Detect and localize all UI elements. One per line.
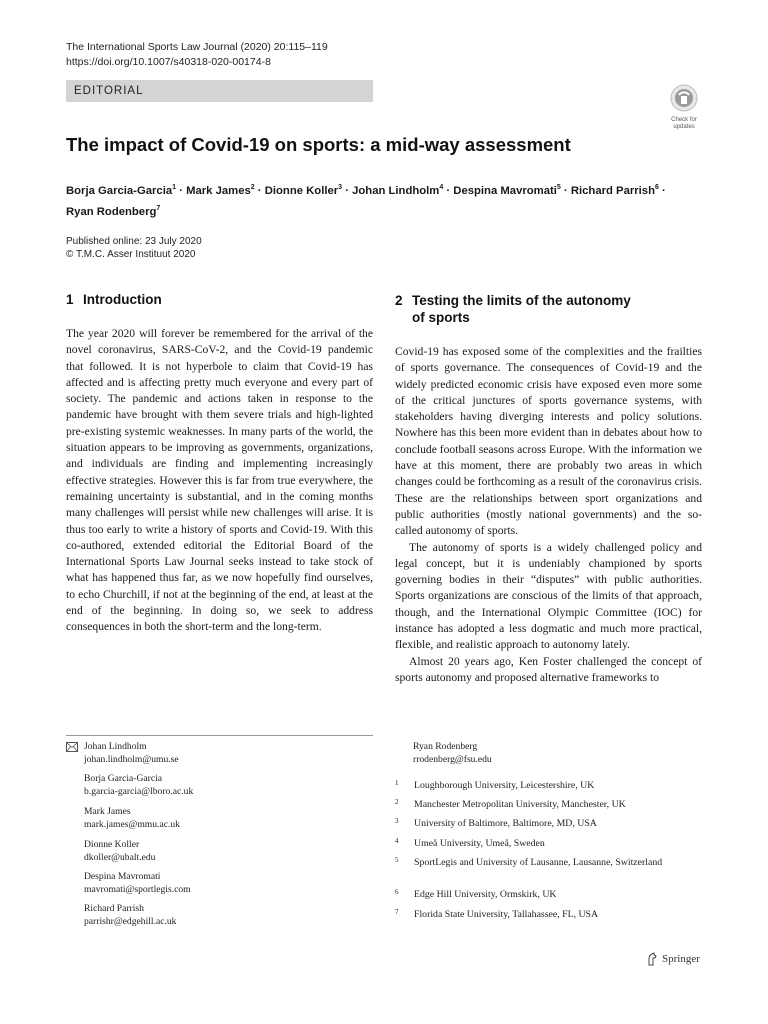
contact-name: Borja Garcia-Garcia	[84, 773, 163, 784]
check-for-updates-icon	[670, 84, 698, 112]
author-list	[66, 179, 706, 221]
badge-text-1: Check for	[671, 117, 697, 123]
author: Dionne Koller$^3$	[264, 184, 343, 197]
affiliation	[395, 780, 664, 793]
check-for-updates-badge[interactable]	[664, 84, 704, 130]
copyright: © T.M.C. Asser Instituut 2020	[66, 249, 196, 260]
author-contact	[84, 903, 176, 929]
affiliation-number: 2	[395, 798, 399, 806]
affiliation-number: 6	[395, 888, 399, 896]
contact-name: Richard Parrish	[84, 903, 144, 914]
affiliation-number: 5	[395, 856, 399, 864]
affiliation-text: Umeå University, Umeå, Sweden	[414, 838, 545, 849]
article-title: The impact of Covid-19 on sports: a mid-way assessment	[66, 134, 571, 155]
author-contact	[84, 871, 191, 897]
contact-email[interactable]: parrishr@edgehill.ac.uk	[84, 915, 177, 927]
author: Ryan Rodenberg$^7$	[66, 204, 161, 218]
author: Johan Lindholm$^4$	[352, 184, 444, 197]
affiliation-text: Edge Hill University, Ormskirk, UK	[414, 889, 557, 900]
author-contact	[413, 741, 492, 767]
author-contact	[84, 806, 180, 832]
journal-citation: The International Sports Law Journal (2020) 20:115–119	[66, 41, 328, 53]
affiliation	[395, 799, 664, 812]
section-2-paragraph: Covid-19 has exposed some of the complexities and the frailties of sports governance. The consequences of Covid-19 and the widely predicted economic crisis have exposed even more some of the critical junctures of sports governance systems, with stakeholders having diverging interests and policy solutions. Nowhere has this been more evident than in debates about how to conclude football seasons across Europe. With the information we have at this moment, there are probably two areas in which changes could be forthcoming as a result of the coronavirus crisis. These are the relationships between sport organizations and public authorities (mostly national governments) and the so-called autonomy of sports.	[395, 345, 702, 538]
contact-email[interactable]: mavromati@sportlegis.com	[84, 883, 191, 895]
published-date: Published online: 23 July 2020	[66, 236, 202, 247]
badge-text-2: updates	[673, 124, 695, 130]
envelope-icon	[66, 742, 78, 752]
author-line-1: Borja Garcia-Garcia$^1$ · Mark James$^2$ · Dionne Koller$^3$ · Johan Lindholm$^4$ · Despina Mavromati$^5$ · Richard Parrish$^6$ ·	[66, 184, 666, 197]
section-2-paragraph: Almost 20 years ago, Ken Foster challenged the concept of sports autonomy and proposed alternative frameworks to	[395, 654, 702, 684]
affiliation-text: Florida State University, Tallahassee, FL, USA	[414, 909, 599, 920]
affiliation-text: SportLegis and University of Lausanne, Lausanne, Switzerland	[414, 857, 663, 868]
section-2-paragraph: The autonomy of sports is a widely challenged policy and legal concept, but it is undeniably championed by sports governing bodies in their “disputes” with public authorities. Sports organizations are conscious of the limits of that approach, though, and the International Olympic Committee (IOC) for instance has adopted a less dogmatic and much more practical, flexible, and realistic approach to autonomy lately.	[395, 540, 702, 652]
author: Richard Parrish$^6$	[570, 184, 659, 197]
section-number: 2	[395, 293, 403, 308]
affiliation-number: 1	[395, 779, 399, 787]
affiliation-text: Manchester Metropolitan University, Manchester, UK	[414, 799, 626, 810]
author-contact	[84, 773, 193, 799]
affiliation	[395, 909, 664, 922]
affiliation	[395, 857, 664, 870]
affiliation	[395, 818, 664, 831]
contact-name: Dionne Koller	[84, 839, 140, 850]
affiliation-number: 3	[395, 817, 399, 825]
contact-email[interactable]: b.garcia-garcia@lboro.ac.uk	[84, 785, 194, 797]
article-type-label: EDITORIAL	[74, 85, 144, 97]
section-1-heading	[66, 292, 162, 307]
section-title-line-2: of sports	[412, 310, 470, 325]
corresponding-author-contact	[84, 741, 179, 767]
contact-email[interactable]: mark.james@mmu.ac.uk	[84, 818, 180, 830]
affiliation-text: Loughborough University, Leicestershire, UK	[414, 780, 595, 791]
author: Mark James$^2$	[186, 184, 255, 197]
section-title-line-1: Testing the limits of the autonomy	[412, 293, 631, 308]
affiliation-number: 7	[395, 908, 399, 916]
springer-horse-icon	[646, 952, 658, 966]
contact-name: Johan Lindholm	[84, 741, 147, 752]
publisher-logo	[646, 952, 700, 966]
doi-link[interactable]: https://doi.org/10.1007/s40318-020-00174-8	[66, 56, 271, 68]
affiliation-number: 4	[395, 837, 399, 845]
author: Borja Garcia-Garcia$^1$	[66, 184, 177, 197]
contact-email[interactable]: dkoller@ubalt.edu	[84, 851, 156, 863]
contact-email[interactable]: johan.lindholm@umu.se	[84, 753, 179, 765]
article-type-banner	[66, 80, 373, 102]
section-2-heading	[395, 292, 715, 326]
publisher-name: Springer	[662, 953, 700, 965]
affiliation	[395, 838, 664, 851]
section-2-body	[395, 344, 702, 714]
publication-info	[66, 235, 202, 261]
contact-name: Ryan Rodenberg	[413, 741, 478, 752]
footnote-divider	[66, 735, 373, 736]
author-contact	[84, 839, 155, 865]
section-1-paragraph: The year 2020 will forever be remembered for the arrival of the novel coronavirus, SARS-CoV-2, and the Covid-19 pandemic that followed. It is not hyperbole to claim that Covid-19 has affected and is affecting pretty much everyone and every part of society. The pandemic and actions taken in response to the pandemic have brought with them severe trials and high-lighted pre-existing systemic weaknesses. In many parts of the world, the situation appears to be improving as governments, organizations, and individuals are finding and implementing increasingly effective strategies. However this is far from true everywhere, the remaining uncertainty is substantial, and in the coming months many challenges will persist while new challenges will arise. It is thus too early to write a history of sports and Covid-19. With this co-authored, extended editorial the Editorial Board of the International Sports Law Journal seeks instead to take stock of what has happened thus far, as we now hopefully find ourselves, to echo Churchill, if not at the beginning of the end, at least at the end of the beginning. In doing so, we seek to address consequences in both the short-term and the long-term.	[66, 327, 373, 634]
affiliation-text: University of Baltimore, Baltimore, MD, USA	[414, 818, 597, 829]
affiliation	[395, 889, 664, 902]
section-title: Introduction	[83, 292, 162, 307]
section-number: 1	[66, 292, 74, 307]
author-line-2	[66, 200, 706, 221]
contact-email[interactable]: rrodenberg@fsu.edu	[413, 753, 492, 765]
author: Despina Mavromati$^5$	[453, 184, 561, 197]
contact-name: Despina Mavromati	[84, 871, 161, 882]
contact-name: Mark James	[84, 806, 131, 817]
